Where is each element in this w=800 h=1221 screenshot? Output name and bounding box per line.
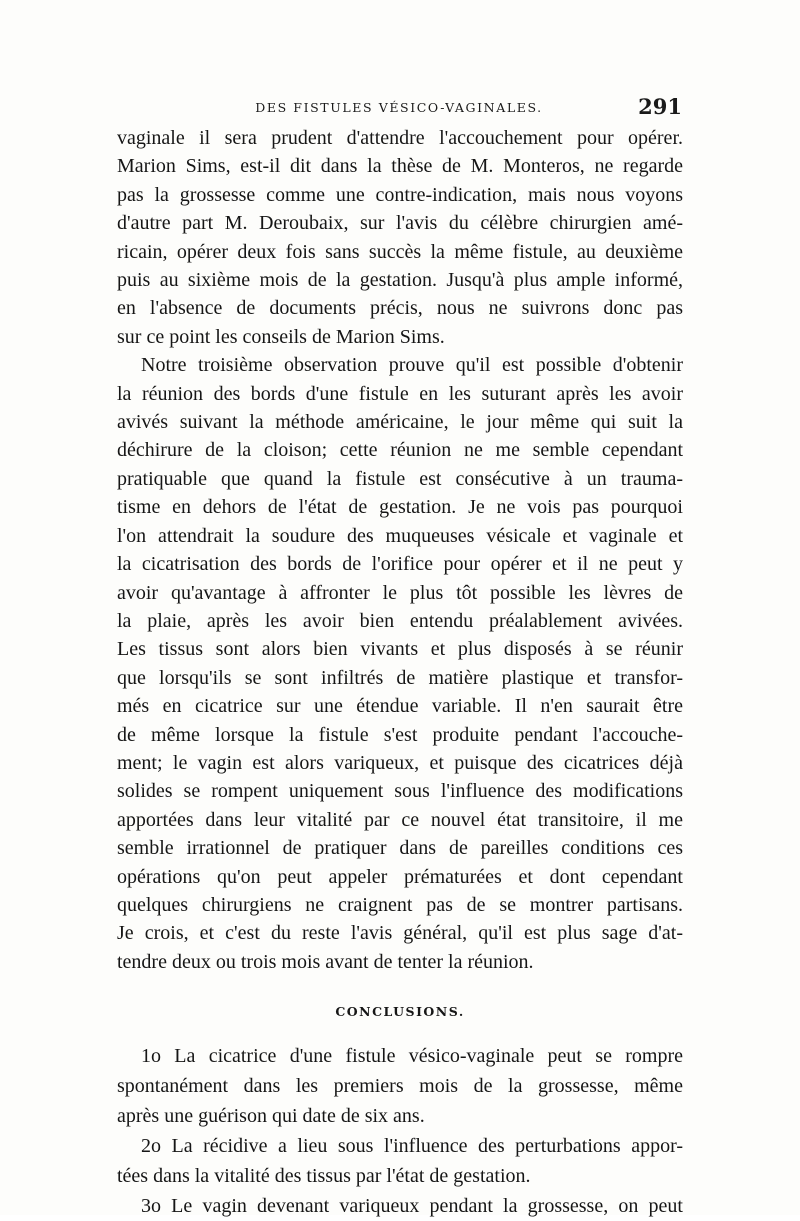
section-heading: CONCLUSIONS.	[335, 1004, 465, 1020]
text-line: apportées dans leur vitalité par ce nouvel état transitoire, il me	[117, 808, 683, 831]
paragraph-continuation	[117, 124, 683, 351]
text-line: 1o La cicatrice d'une fistule vésico-vaginale peut se rompre	[141, 1044, 683, 1067]
conclusion-item	[117, 1131, 683, 1191]
paragraph-observation	[117, 351, 683, 976]
text-line: ment; le vagin est alors variqueux, et puisque des cicatrices déjà	[117, 751, 683, 774]
text-line: tées dans la vitalité des tissus par l'état de gestation.	[117, 1164, 531, 1187]
text-line: après une guérison qui date de six ans.	[117, 1104, 425, 1127]
text-line: Marion Sims, est-il dit dans la thèse de M. Monteros, ne regarde	[117, 155, 683, 178]
conclusion-item	[117, 1191, 683, 1221]
text-line: quelques chirurgiens ne craignent pas de se montrer partisans.	[117, 893, 683, 916]
text-line: més en cicatrice sur une étendue variable. Il n'en saurait être	[117, 695, 683, 718]
text-line: déchirure de la cloison; cette réunion ne me semble cependant	[117, 439, 683, 462]
text-line: ricain, opérer deux fois sans succès la même fistule, au deuxième	[117, 240, 683, 263]
text-line: de même lorsque la fistule s'est produite pendant l'accouche-	[117, 723, 683, 746]
text-line: puis au sixième mois de la gestation. Jusqu'à plus ample informé,	[117, 269, 683, 292]
text-line: 3o Le vagin devenant variqueux pendant la grossesse, on peut	[141, 1194, 683, 1217]
text-line: opérations qu'on peut appeler prématurées et dont cependant	[117, 865, 683, 888]
text-line: Notre troisième observation prouve qu'il est possible d'obtenir	[141, 354, 683, 377]
conclusions-list	[117, 1041, 683, 1221]
text-line: tendre deux ou trois mois avant de tenter la réunion.	[117, 950, 534, 973]
text-line: spontanément dans les premiers mois de la grossesse, même	[117, 1074, 683, 1097]
text-line: l'on attendrait la soudure des muqueuses vésicale et vaginale et	[117, 524, 683, 547]
text-line: avoir qu'avantage à affronter le plus tôt possible les lèvres de	[117, 581, 683, 604]
text-line: la cicatrisation des bords de l'orifice pour opérer et il ne peut y	[117, 553, 683, 576]
text-line: la réunion des bords d'une fistule en les suturant après les avoir	[117, 382, 683, 405]
text-line: en l'absence de documents précis, nous ne suivrons donc pas	[117, 297, 683, 320]
text-line: d'autre part M. Deroubaix, sur l'avis du célèbre chirurgien amé-	[117, 212, 683, 235]
text-line: avivés suivant la méthode américaine, le jour même qui suit la	[117, 411, 683, 434]
text-line: solides se rompent uniquement sous l'influence des modifications	[117, 780, 683, 803]
text-line: que lorsqu'ils se sont infiltrés de matière plastique et transfor-	[117, 666, 683, 689]
text-line: semble irrationnel de pratiquer dans de pareilles conditions ces	[117, 837, 683, 860]
running-head	[116, 94, 682, 122]
text-line: la plaie, après les avoir bien entendu préalablement avivées.	[117, 609, 683, 632]
page-number: 291	[638, 94, 682, 119]
text-line: vaginale il sera prudent d'attendre l'accouchement pour opérer.	[117, 127, 683, 149]
text-line: tisme en dehors de l'état de gestation. Je ne vois pas pourquoi	[117, 496, 683, 519]
text-line: Je crois, et c'est du reste l'avis général, qu'il est plus sage d'at-	[117, 922, 683, 945]
text-line: pratiquable que quand la fistule est consécutive à un trauma-	[117, 467, 683, 490]
body-text	[117, 124, 683, 1221]
running-title: DES FISTULES VÉSICO-VAGINALES.	[255, 100, 543, 115]
conclusion-item	[117, 1041, 683, 1131]
text-line: Les tissus sont alors bien vivants et plus disposés à se réunir	[117, 638, 683, 661]
text-line: pas la grossesse comme une contre-indication, mais nous voyons	[117, 183, 683, 206]
text-line: sur ce point les conseils de Marion Sims.	[117, 325, 445, 348]
text-line: 2o La récidive a lieu sous l'influence des perturbations appor-	[141, 1134, 683, 1157]
